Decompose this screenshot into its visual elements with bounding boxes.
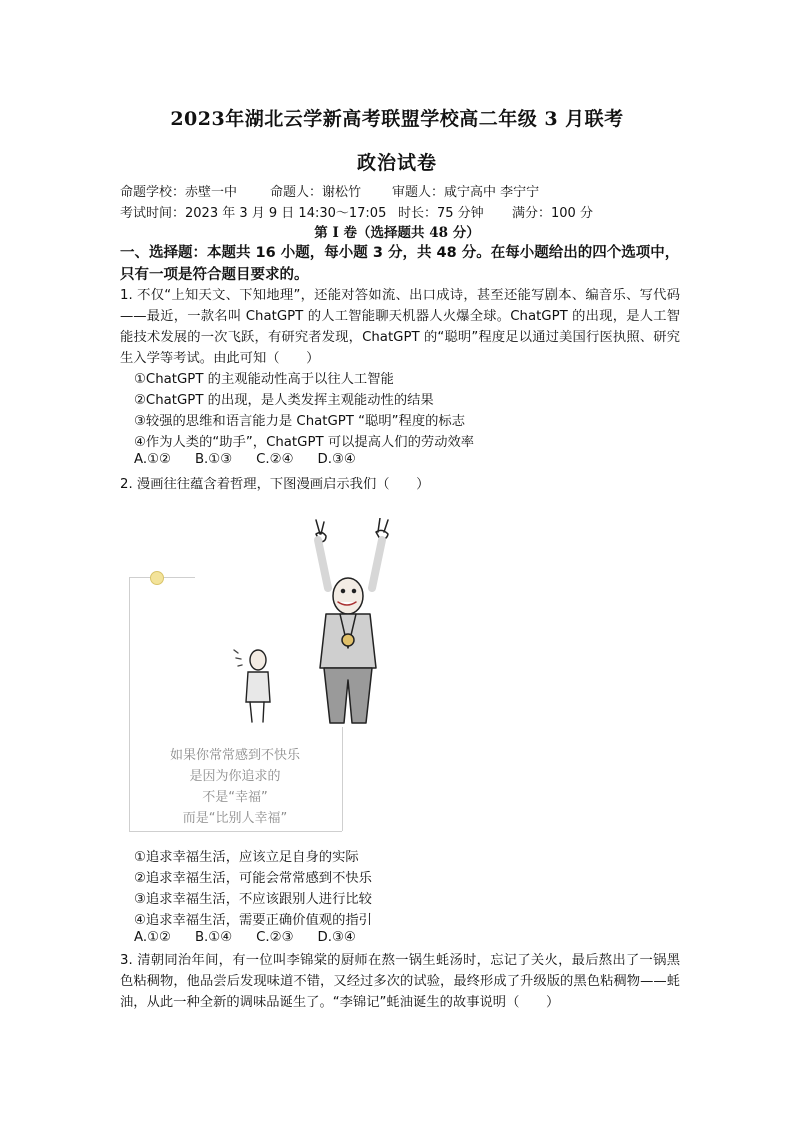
exam-title: 2023年湖北云学新高考联盟学校高二年级 3 月联考	[170, 108, 624, 130]
section-instructions: 一、选择题：本题共 16 小题，每小题 3 分，共 48 分。在每小题给出的四个选项中，只有一项是符合题目要求的。	[120, 245, 680, 283]
q2-option-1: ①追求幸福生活，应该立足自身的实际	[134, 850, 359, 865]
q1-choice-b: B.①③	[194, 452, 233, 467]
cartoon-caption-line-4: 而是“比别人幸福”	[182, 811, 288, 826]
question-2-stem: 2. 漫画往往蕴含着哲理，下图漫画启示我们（ ）	[120, 477, 430, 492]
cartoon-caption-line-2: 是因为你追求的	[189, 769, 281, 784]
meta-row-2	[120, 202, 593, 221]
meta-setter: 命题人：谢松竹	[270, 185, 362, 200]
question-3-stem: 3. 清朝同治年间，有一位叫李锦棠的厨师在熬一锅生蚝汤时，忘记了关火，最后熬出了一锅黑色粘稠物，他品尝后发现味道不错，又经过多次的试验，最终形成了升级版的黑色粘稠物——蚝油，从此一种全新的调味品诞生了。“李锦记”蚝油诞生的故事说明（ ）	[120, 953, 680, 1010]
meta-score: 满分：100 分	[512, 206, 593, 221]
section-title: 第 I 卷（选择题共 48 分）	[314, 225, 480, 241]
meta-time: 考试时间：2023 年 3 月 9 日 14:30～17:05	[120, 206, 387, 221]
q2-choices	[134, 930, 380, 945]
q2-choice-d: D.③④	[317, 930, 356, 945]
exam-subject: 政治试卷	[356, 152, 437, 174]
meta-reviewer: 审题人：咸宁高中 李宁宁	[392, 185, 540, 200]
q2-option-4: ④追求幸福生活，需要正确价值观的指引	[134, 913, 372, 928]
q1-choices	[134, 452, 380, 467]
q1-option-2: ②ChatGPT 的出现，是人类发挥主观能动性的结果	[134, 393, 434, 408]
cartoon-caption-line-3: 不是“幸福”	[202, 790, 268, 805]
q1-option-3: ③较强的思维和语言能力是 ChatGPT “聪明”程度的标志	[134, 414, 466, 429]
q2-option-2: ②追求幸福生活，可能会常常感到不快乐	[134, 871, 372, 886]
q1-choice-c: C.②④	[256, 452, 294, 467]
q2-choice-b: B.①④	[194, 930, 233, 945]
q2-choice-c: C.②③	[256, 930, 294, 945]
q2-option-3: ③追求幸福生活，不应该跟别人进行比较	[134, 892, 372, 907]
question-1-stem: 1. 不仅“上知天文、下知地理”，还能对答如流、出口成诗，甚至还能写剧本、编音乐、写代码——最近，一款名叫 ChatGPT 的人工智能聊天机器人火爆全球。ChatGPT 的出现，是人工智能技术发展的一次飞跃，有研究者发现，ChatGPT 的“聪明”程度足以通过美国行医执照、研究生入学等考试。由此可知（ ）	[120, 288, 680, 366]
q1-choice-a: A.①②	[134, 452, 171, 467]
cartoon-illustration	[220, 518, 400, 728]
tall-man-figure	[316, 518, 388, 723]
small-man-figure	[234, 650, 270, 722]
meta-school: 命题学校：赤壁一中	[120, 185, 238, 200]
q2-choice-a: A.①②	[134, 930, 171, 945]
meta-row-1	[120, 181, 539, 200]
meta-duration: 时长：75 分钟	[398, 206, 484, 221]
q1-option-4: ④作为人类的“助手”，ChatGPT 可以提高人们的劳动效率	[134, 435, 475, 450]
pin-icon	[150, 571, 164, 585]
q1-option-1: ①ChatGPT 的主观能动性高于以往人工智能	[134, 372, 394, 387]
cartoon-caption-line-1: 如果你常常感到不快乐	[169, 748, 300, 763]
q1-choice-d: D.③④	[317, 452, 356, 467]
